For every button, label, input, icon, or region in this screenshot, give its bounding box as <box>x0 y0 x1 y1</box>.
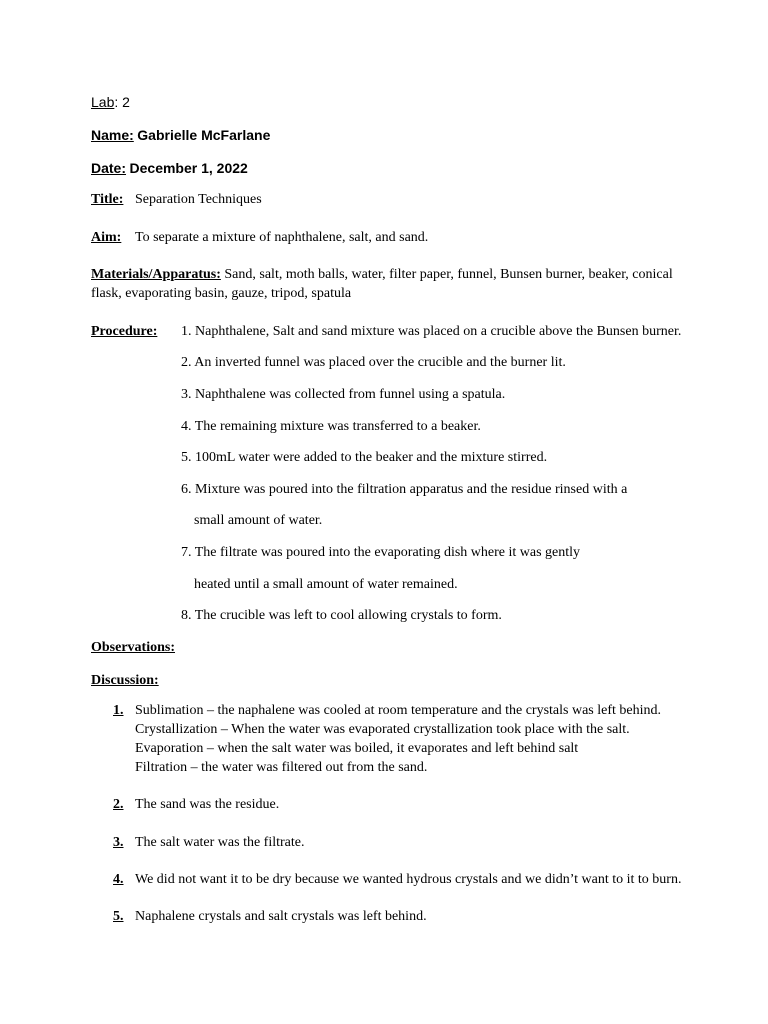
procedure-step-continued: small amount of water. <box>194 513 323 528</box>
procedure-step: 1. Naphthalene, Salt and sand mixture was placed on a crucible above the Bunsen burner. <box>181 324 682 339</box>
materials-line2: flask, evaporating basin, gauze, tripod, spatula <box>91 286 352 301</box>
discussion-item <box>113 871 681 889</box>
materials-label: Materials/Apparatus: <box>91 267 221 282</box>
lab-value: : 2 <box>114 94 130 110</box>
discussion-label: Discussion: <box>91 673 159 688</box>
procedure-step-continued: heated until a small amount of water remained. <box>194 577 458 592</box>
discussion-item <box>113 834 304 852</box>
aim-line <box>91 229 429 247</box>
aim-value: To separate a mixture of naphthalene, salt, and sand. <box>135 230 429 245</box>
discussion-item-number: 3. <box>113 835 124 850</box>
discussion-item <box>113 796 279 814</box>
name-line <box>91 126 270 146</box>
name-value: Gabrielle McFarlane <box>137 127 271 143</box>
discussion-item-line: Crystallization – When the water was evaporated crystallization took place with the salt. <box>135 722 630 737</box>
discussion-item-number: 4. <box>113 872 124 887</box>
discussion-item-number: 5. <box>113 909 124 924</box>
materials-line1 <box>91 266 673 284</box>
procedure-label: Procedure: <box>91 324 158 339</box>
procedure-step: 4. The remaining mixture was transferred to a beaker. <box>181 419 481 434</box>
title-line <box>91 191 262 209</box>
procedure-step: 8. The crucible was left to cool allowing crystals to form. <box>181 608 502 623</box>
discussion-item-line: We did not want it to be dry because we wanted hydrous crystals and we didn’t want to it to burn. <box>135 872 682 887</box>
materials-text-1: Sand, salt, moth balls, water, filter paper, funnel, Bunsen burner, beaker, conical <box>224 267 673 282</box>
date-label: Date: <box>91 160 127 176</box>
discussion-item <box>113 702 661 720</box>
observations-label: Observations: <box>91 640 175 655</box>
lab-line <box>91 93 130 113</box>
discussion-item <box>113 908 427 926</box>
discussion-item-line: Filtration – the water was filtered out from the sand. <box>135 760 428 775</box>
procedure-step: 7. The filtrate was poured into the evaporating dish where it was gently <box>181 545 581 560</box>
procedure-step: 2. An inverted funnel was placed over the crucible and the burner lit. <box>181 355 566 370</box>
discussion-item-line: The sand was the residue. <box>135 797 280 812</box>
discussion-item-number: 2. <box>113 797 124 812</box>
discussion-item-line: Sublimation – the naphalene was cooled at room temperature and the crystals was left behind. <box>135 703 662 718</box>
procedure-step: 3. Naphthalene was collected from funnel using a spatula. <box>181 387 506 402</box>
discussion-item-number: 1. <box>113 703 124 718</box>
discussion-item-line: Naphalene crystals and salt crystals was left behind. <box>135 909 427 924</box>
title-label: Title: <box>91 192 124 207</box>
procedure-step: 6. Mixture was poured into the filtration apparatus and the residue rinsed with a <box>181 482 628 497</box>
discussion-item-line: The salt water was the filtrate. <box>135 835 305 850</box>
aim-label: Aim: <box>91 230 122 245</box>
title-value: Separation Techniques <box>135 192 262 207</box>
date-line <box>91 159 248 179</box>
procedure-step: 5. 100mL water were added to the beaker and the mixture stirred. <box>181 450 548 465</box>
date-value: December 1, 2022 <box>129 160 248 176</box>
lab-label: Lab <box>91 94 115 110</box>
name-label: Name: <box>91 127 134 143</box>
discussion-item-line: Evaporation – when the salt water was boiled, it evaporates and left behind salt <box>135 741 579 756</box>
